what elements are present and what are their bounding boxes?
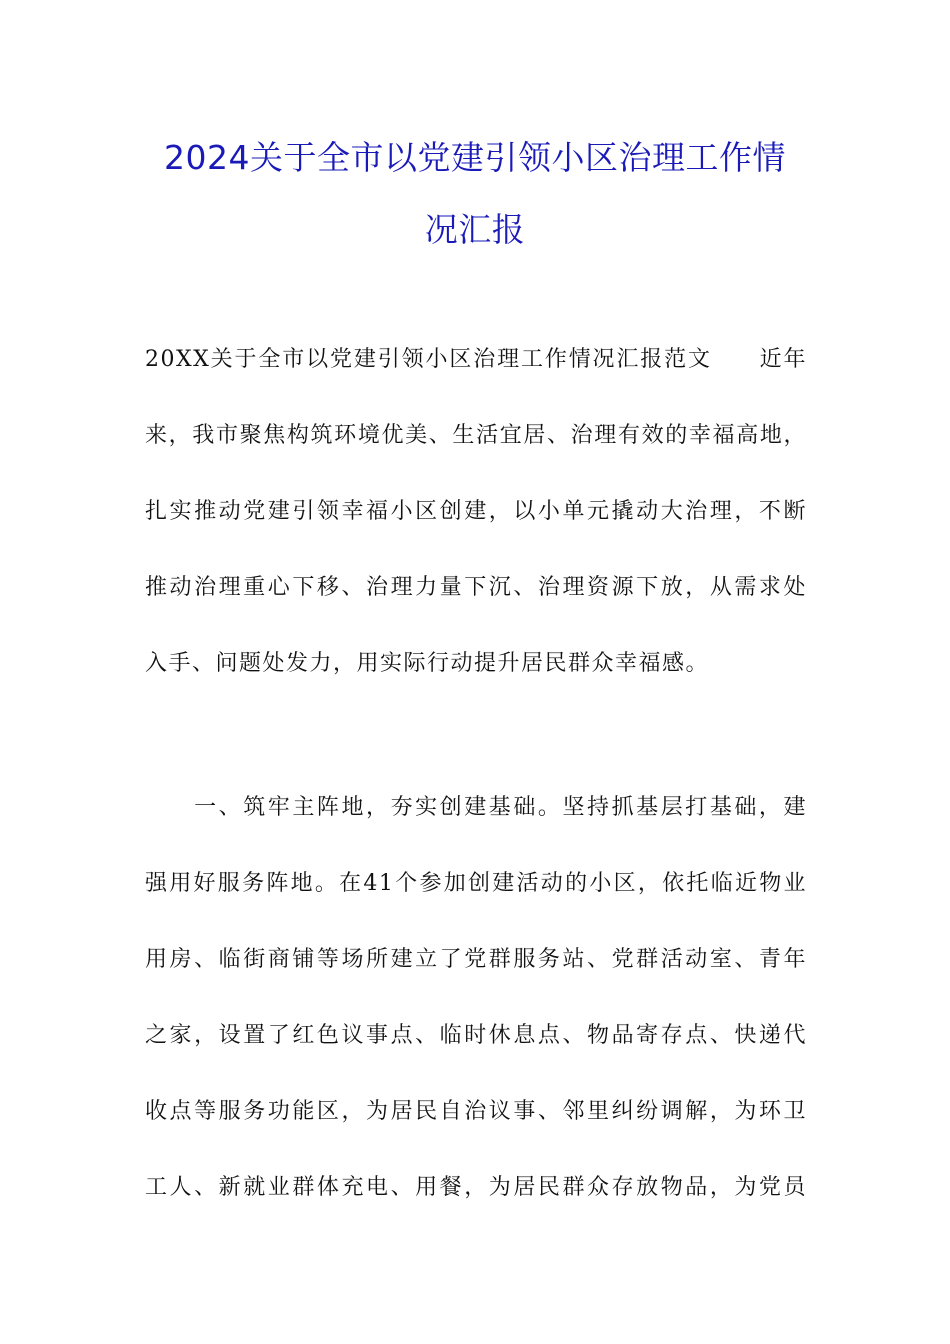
text-line: 强用好服务阵地。在41个参加创建活动的小区，依托临近物业 — [145, 871, 807, 896]
text-line: 推动治理重心下移、治理力量下沉、治理资源下放，从需求处 — [145, 575, 807, 600]
title-line-2: 况汇报 — [424, 210, 526, 249]
paragraph-section-one — [145, 770, 807, 1226]
paragraph-intro — [145, 322, 807, 702]
text-line: 来，我市聚焦构筑环境优美、生活宜居、治理有效的幸福高地， — [145, 423, 807, 448]
title-line-1: 2024关于全市以党建引领小区治理工作情 — [164, 138, 786, 177]
text-line: 收点等服务功能区，为居民自治议事、邻里纠纷调解，为环卫 — [145, 1099, 807, 1124]
text-line: 入手、问题处发力，用实际行动提升居民群众幸福感。 — [145, 651, 710, 676]
text-line: 一、筑牢主阵地，夯实创建基础。坚持抓基层打基础，建 — [145, 795, 807, 820]
text-line: 20XX关于全市以党建引领小区治理工作情况汇报范文 近年 — [145, 347, 807, 372]
text-line: 用房、临街商铺等场所建立了党群服务站、党群活动室、青年 — [145, 947, 807, 972]
text-line: 之家，设置了红色议事点、临时休息点、物品寄存点、快递代 — [145, 1023, 807, 1048]
text-line: 工人、新就业群体充电、用餐，为居民群众存放物品，为党员 — [145, 1175, 807, 1200]
document-title — [140, 122, 810, 266]
text-line: 扎实推动党建引领幸福小区创建，以小单元撬动大治理，不断 — [145, 499, 807, 524]
